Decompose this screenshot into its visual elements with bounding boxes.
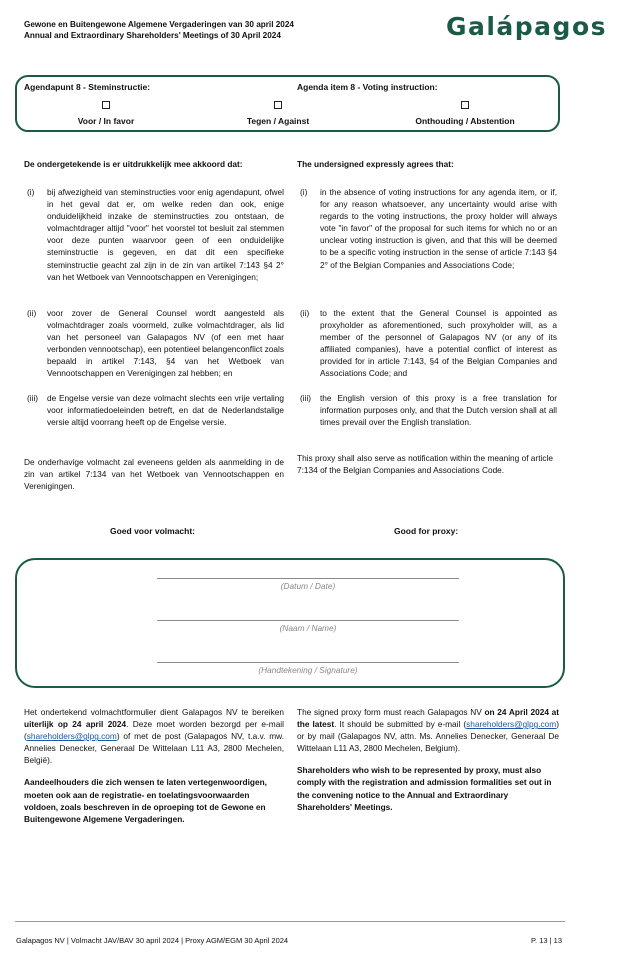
- submission-text-en: [297, 706, 559, 823]
- vote-option-in-favor[interactable]: [36, 101, 176, 126]
- in-favor-checkbox[interactable]: [102, 101, 110, 109]
- list-item-number: (iii): [27, 393, 39, 403]
- sign-label-en: Good for proxy:: [394, 526, 459, 536]
- footer-document-title: Galapagos NV | Volmacht JAV/BAV 30 april 2024 | Proxy AGM/EGM 30 April 2024: [16, 936, 289, 945]
- list-item-text: bij afwezigheid van steminstructies voor enig agendapunt, ofwel in het geval dat er, om welke reden dan ook, enige onduidelijkheid inzake de steminstructies zou ontstaan, de volmachtdrager altijd "voor" het voorstel tot besluit zal stemmen voor deze punten waarvoor geen of een onduidelijke steminstructie is gegeven, en dat dit een specifieke steminstructie geacht zal zijn in de zin van artikel 7:143 §4 2° van het Wetboek van Vennootschappen en Verenigingen;: [47, 187, 284, 282]
- list-item: [27, 307, 284, 380]
- document-header: [24, 19, 294, 41]
- vote-option-label: Onthouding / Abstention: [415, 116, 515, 126]
- galapagos-logo: Galápagos: [445, 12, 607, 41]
- name-line[interactable]: [157, 620, 459, 621]
- deadline-date: uiterlijk op 24 april 2024: [24, 719, 127, 730]
- header-title-en: Annual and Extraordinary Shareholders' Meetings of 30 April 2024: [24, 31, 281, 40]
- list-item-number: (i): [300, 187, 308, 197]
- agree-heading-en: The undersigned expressly agrees that:: [297, 159, 454, 169]
- list-item-text: voor zover de General Counsel wordt aangesteld als volmachtdrager zoals voormeld, zulke volmachtdrager, als lid van het personeel van Galapagos NV (of een met haar verbonden vennootschap), een potentieel belangenconflict zoals bepaald in artikel 7:143, §4 van het Wetboek van Vennootschappen en Verenigingen zal hebben; en: [47, 308, 284, 379]
- date-caption: (Datum / Date): [280, 581, 336, 591]
- deadline-post: ) of met de post (Galapagos NV, t.a.v. mw. Annelies Denecker, Generaal De Wittelaan L11 A3, 2800 Mechelen, België).: [24, 731, 284, 766]
- deadline-mid: . It should be submitted by e-mail (: [334, 719, 467, 730]
- submission-text-nl: [24, 706, 284, 835]
- list-item-number: (ii): [27, 308, 37, 318]
- list-item-text: de Engelse versie van deze volmacht slechts een vrije vertaling voor informatiedoeleinden betreft, en dat de Nederlandstalige versie altijd voorrang heeft op de Engelse versie.: [47, 393, 284, 428]
- header-title-nl: Gewone en Buitengewone Algemene Vergaderingen van 30 april 2024: [24, 20, 294, 29]
- voting-instruction-box: [15, 75, 560, 132]
- email-link[interactable]: shareholders@glpg.com: [466, 719, 557, 730]
- deadline-pre: The signed proxy form must reach Galapagos NV: [297, 707, 485, 717]
- representation-note-en: Shareholders who wish to be represented by proxy, must also comply with the registration and admission formalities set out in the convening notice to the Annual and Extraordinary Shareholders' Meetings.: [297, 765, 552, 812]
- name-caption: (Naam / Name): [279, 623, 337, 633]
- vote-option-abstention[interactable]: [395, 101, 535, 126]
- voting-heading-en: Agenda item 8 - Voting instruction:: [297, 82, 438, 92]
- deadline-mid: . Deze moet worden bezorgd per e-mail (: [24, 719, 284, 742]
- deadline-date: on 24 April 2024 at the latest: [297, 707, 560, 730]
- list-item: [27, 392, 284, 428]
- list-item-text: the English version of this proxy is a free translation for information purposes only, and that the Dutch version shall at all times prevail over the English translation.: [320, 393, 557, 428]
- agree-heading-nl: De ondergetekende is er uitdrukkelijk mee akkoord dat:: [24, 159, 243, 169]
- deadline-post: ) or by mail (Galapagos NV, attn. Ms. Annelies Denecker, Generaal De Wittelaan L11 A3, 2800 Mechelen, Belgium).: [297, 719, 559, 754]
- notification-text-nl: De onderhavige volmacht zal eveneens gelden als aanmelding in de zin van artikel 7:134 van het Wetboek van Vennootschappen en Verenigingen.: [24, 457, 284, 492]
- list-item-text: to the extent that the General Counsel is appointed as proxyholder as aforementioned, such proxyholder will, as a member of the personnel of Galapagos NV (or any of its affiliated companies), have a potential conflict of interest as provided for in article 7:143, §4 of the Belgian Companies and Associations Code; and: [320, 308, 557, 379]
- list-item: [27, 186, 284, 283]
- date-line[interactable]: [157, 578, 459, 579]
- list-item-number: (ii): [300, 308, 310, 318]
- signature-box: [15, 558, 565, 688]
- list-item: [300, 392, 557, 428]
- email-link[interactable]: shareholders@glpg.com: [26, 731, 117, 742]
- against-checkbox[interactable]: [274, 101, 282, 109]
- representation-note-nl: Aandeelhouders die zich wensen te laten vertegenwoordigen, moeten ook aan de registratie- en toelatingsvoorwaarden voldoen, zoals beschreven in de oproeping tot de Gewone en Buitengewone Algemene Vergaderingen.: [24, 777, 267, 824]
- vote-option-label: Tegen / Against: [246, 116, 310, 126]
- signature-caption: (Handtekening / Signature): [258, 665, 358, 675]
- list-item-number: (i): [27, 187, 35, 197]
- notification-text-en: This proxy shall also serve as notification within the meaning of article 7:134 of the Belgian Companies and Associations Code.: [297, 453, 553, 476]
- sign-label-nl: Goed voor volmacht:: [110, 526, 196, 536]
- vote-option-against[interactable]: [208, 101, 348, 126]
- list-item: [300, 307, 557, 380]
- list-item: [300, 186, 557, 271]
- abstention-checkbox[interactable]: [461, 101, 469, 109]
- list-item-number: (iii): [300, 393, 312, 403]
- footer-page-number: P. 13 | 13: [530, 936, 562, 945]
- signature-line[interactable]: [157, 662, 459, 663]
- vote-option-label: Voor / In favor: [77, 116, 135, 126]
- list-item-text: in the absence of voting instructions for any agenda item, or if, for any reason whatsoever, any uncertainty would arise with regards to the voting instructions, the proxy holder will always vote "in favor" of the proposal for such items for which no or an unclear voting instruction is given, and that this will be deemed to be a specific voting instruction in the sense of article 7:143 §4 2° of the Belgian Companies and Associations Code;: [320, 187, 557, 270]
- voting-heading-nl: Agendapunt 8 - Steminstructie:: [24, 82, 151, 92]
- footer-divider: [15, 921, 565, 922]
- deadline-pre: Het ondertekend volmachtformulier dient Galapagos NV te bereiken: [24, 707, 284, 717]
